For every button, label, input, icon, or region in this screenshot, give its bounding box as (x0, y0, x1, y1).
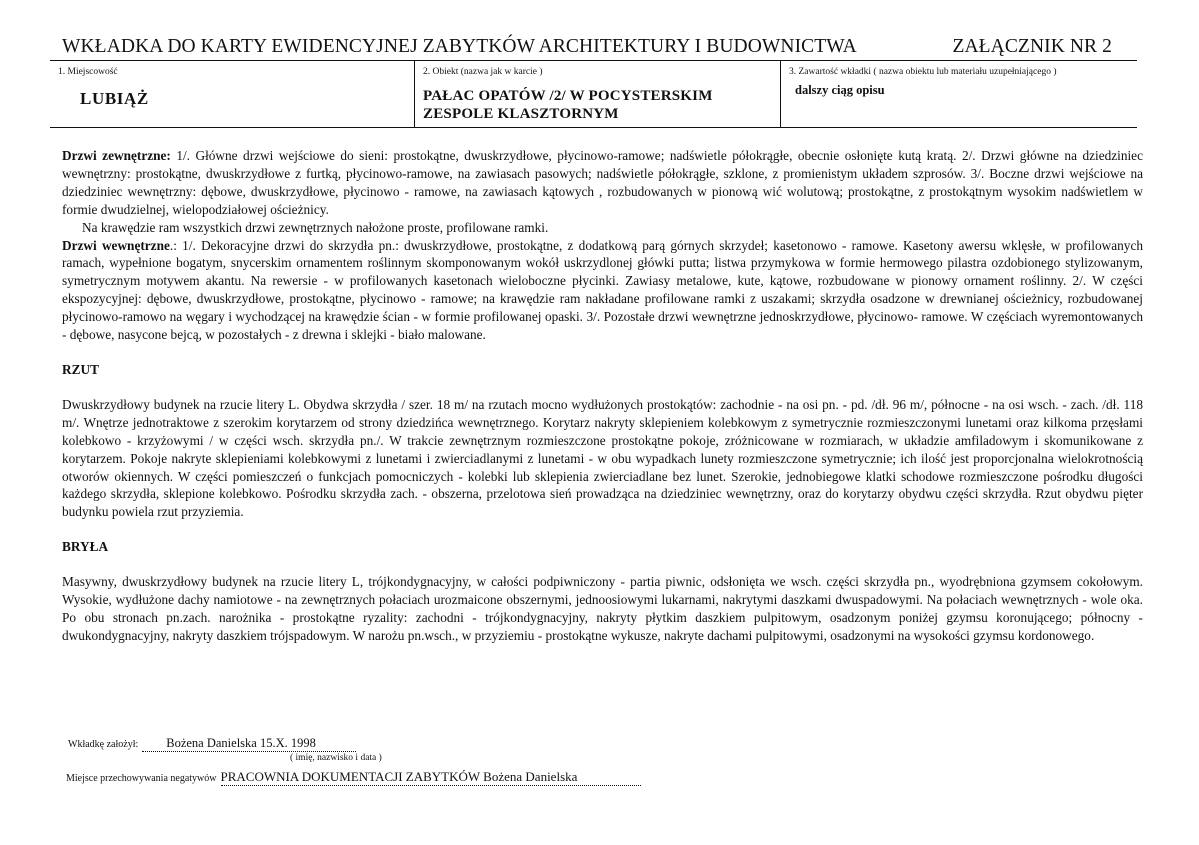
place-value: LUBIĄŻ (80, 89, 149, 108)
doors-exterior-heading: Drzwi zewnętrzne: (62, 148, 171, 163)
prepared-row (68, 736, 356, 752)
document-header (62, 36, 1132, 58)
prepared-label: Wkładkę założył: (68, 739, 139, 750)
content-cell (780, 61, 1137, 127)
storage-label: Miejsce przechowywania negatywów (66, 773, 217, 784)
rzut-heading: RZUT (62, 361, 99, 377)
object-cell (414, 61, 780, 127)
doors-exterior-note: Na krawędzie ram wszystkich drzwi zewnętrznych nałożone proste, profilowane ramki. (82, 219, 549, 235)
bryla-heading: BRYŁA (62, 539, 109, 555)
doors-interior-paragraph (62, 237, 1143, 344)
description-body (62, 147, 1143, 645)
object-label: 2. Obiekt (nazwa jak w karcie ) (423, 67, 543, 77)
doors-exterior-paragraph (62, 147, 1143, 219)
doors-exterior-text: 1/. Główne drzwi wejściowe do sieni: prostokątne, dwuskrzydłowe, płycinowo-ramowe; nadświetle półokrągłe, obecnie osłonięte kutą kratą. 2/. Drzwi główne na dziedziniec wewnętrzny: prostokątne, dwuskrzydłowe z furtką, płycinowo-ramowe, na zawiasach pasowych; nadświetle półokrągłe, szklone, z promienistym układem szprosów. 3/. Boczne drzwi wejściowe na dziedziniec wewnętrzny: dębowe, dwuskrzydłowe, płycinowo - ramowe, na zawiasach kątowych , rozbudowanych w pionową wić wolutową; prostokątne, z prostokątnym wysokim nadświetlem w formie dwudzielnej, wielopodziałowej ościeżnicy. (62, 148, 1143, 217)
storage-row (66, 769, 641, 786)
metadata-table (50, 60, 1137, 128)
attachment-number: ZAŁĄCZNIK NR 2 (952, 36, 1112, 57)
place-label: 1. Miejscowość (58, 67, 118, 77)
document-title: WKŁADKA DO KARTY EWIDENCYJNEJ ZABYTKÓW ARCHITEKTURY I BUDOWNICTWA (62, 36, 857, 57)
bryla-paragraph: Masywny, dwuskrzydłowy budynek na rzucie litery L, trójkondygnacyjny, w całości podpiwniczony - partia piwnic, odsłonięta we wsch. części skrzydła pn., wyodrębniona gzymsem cokołowym. Wysokie, wydłużone dachy namiotowe - na zewnętrznych połaciach urozmaicone obszernymi, jednoosiowymi lukarnami, nakrytymi daszkami dwuspadowymi. Na połaciach wewnętrznych - wole oka. Po obu stronach pn.zach. narożnika - prostokątne ryzality: zachodni - trójkondygnacyjny, nakryty płytkim daszkiem pulpitowym, osadzonym poniżej gzymsu koronującego; północny - dwukondygnacyjny, nakryty daszkiem trójspadowym. W narożu pn.wsch., w przyziemiu - prostokątne wykusze, nakryte dachami pulpitowymi, osadzonymi na wysokości gzymsu kordonowego. (62, 574, 1143, 643)
content-value: dalszy ciąg opisu (795, 83, 885, 97)
prepared-value: Bożena Danielska 15.X. 1998 (142, 736, 356, 752)
place-cell (50, 61, 414, 127)
doors-interior-heading: Drzwi wewnętrzne (62, 237, 170, 253)
object-value-line1: PAŁAC OPATÓW /2/ W POCYSTERSKIM (423, 88, 713, 104)
prepared-note: ( imię, nazwisko i data ) (290, 753, 382, 763)
rzut-paragraph: Dwuskrzydłowy budynek na rzucie litery L. Obydwa skrzydła / szer. 18 m/ na rzutach mocno wydłużonych prostokątów: zachodnie - na osi pn. - pd. /dł. 96 m/, północne - na osi wsch. - zach. /dł. 118 m/. Wnętrze jednotraktowe z szerokim korytarzem od strony dziedzińca wewnętrznego. Korytarz nakryty sklepieniem kolebkowym z symetrycznie rozmieszczonymi lunetami oraz kilkoma przęsłami kolebkowo - krzyżowymi / w części wsch. skrzydła pn./. W trakcie zewnętrznym rozmieszczone prostokątne pokoje, zróżnicowane w rozmiarach, w układzie amfiladowym i skomunikowane z korytarzem. Pokoje nakryte sklepieniami kolebkowymi z lunetami i zwierciadlanymi z lunetami - w obu wypadkach lunety rozmieszczone symetrycznie; ich ilość jest proporcjonalna wielokrotnością otworów okiennych. W części pomieszczeń o funkcjach pomocniczych - kolebki lub sklepienia zwierciadlane bez lunet. Szerokie, jednobiegowe klatki schodowe rozmieszczone pośrodku długości każdego skrzydła, sklepione kolebkowo. Pośrodku skrzydła zach. - obszerna, przelotowa sień prowadząca na dziedziniec wewnętrzny, oraz do korytarzy obydwu części skrzydła. Rzut obydwu pięter budynku powiela rzut przyziemia. (62, 396, 1143, 520)
storage-value: PRACOWNIA DOKUMENTACJI ZABYTKÓW Bożena Danielska (221, 769, 641, 786)
content-label: 3. Zawartość wkładki ( nazwa obiektu lub materiału uzupełniającego ) (789, 67, 1057, 77)
object-value-line2: ZESPOLE KLASZTORNYM (423, 106, 619, 122)
object-value (423, 87, 772, 123)
doors-interior-text: .: 1/. Dekoracyjne drzwi do skrzydła pn.: dwuskrzydłowe, prostokątne, z dodatkową parą górnych skrzydeł; kasetonowo - ramowe. Kasetony awersu wklęsłe, w profilowanych ramach, wypełnione bogatym, snycerskim ornamentem roślinnym skomponowanym wokół uskrzydlonej główki putta; listwa przymykowa w formie hermowego pilastra ozdobionego stylizowanym, symetrycznym motywem akantu. Na rewersie - w profilowanych kasetonach wieloboczne płycinki. Zawiasy metalowe, kute, kątowe, rozbudowane w pionowy ornament roślinny. 2/. W części ekspozycyjnej: dębowe, dwuskrzydłowe, prostokątne, płycinowo - ramowe; na krawędzie ram nakładane profilowane ramki z uszakami; skrzydła osadzone w drewnianej ościeżnicy, rozbudowanej płycinowo-ramowo na węgary i wychodzącej na krawędzie ścian - w formie profilowanej opaski. 3/. Pozostałe drzwi wewnętrzne jednoskrzydłowe, płycinowo- ramowe. W częściach wyremontowanych - dębowe, nasycone bejcą, w pozostałych - z drewna i sklejki - biało malowane. (62, 237, 1143, 343)
